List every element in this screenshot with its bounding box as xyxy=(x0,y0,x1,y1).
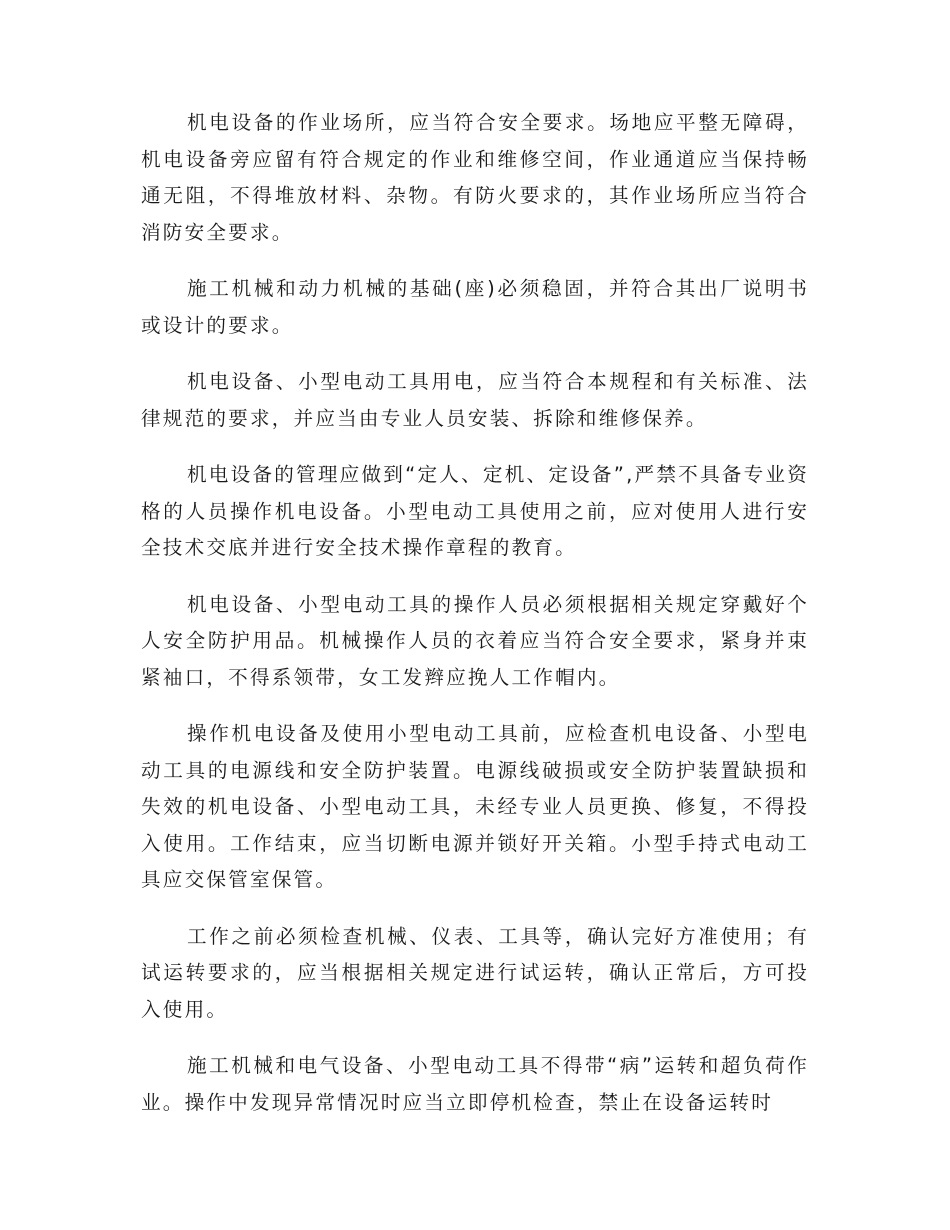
document-body xyxy=(141,105,809,1121)
paragraph-foundation: 施工机械和动力机械的基础(座)必须稳固，并符合其出厂说明书或设计的要求。 xyxy=(141,277,809,337)
paragraph-power-usage: 机电设备、小型电动工具用电，应当符合本规程和有关标准、法律规范的要求，并应当由专业人员安装、拆除和维修保养。 xyxy=(141,370,809,430)
paragraph-management: 机电设备的管理应做到“定人、定机、定设备”,严禁不具备专业资格的人员操作机电设备。小型电动工具使用之前，应对使用人进行安全技术交底并进行安全技术操作章程的教育。 xyxy=(141,463,809,559)
paragraph-no-overload: 施工机械和电气设备、小型电动工具不得带“病”运转和超负荷作业。操作中发现异常情况时应当立即停机检查，禁止在设备运转时 xyxy=(141,1054,809,1114)
paragraph-work-site: 机电设备的作业场所，应当符合安全要求。场地应平整无障碍，机电设备旁应留有符合规定的作业和维修空间，作业通道应当保持畅通无阻，不得堆放材料、杂物。有防火要求的，其作业场所应当符合消防安全要求。 xyxy=(141,111,809,244)
paragraph-trial-run: 工作之前必须检查机械、仪表、工具等，确认完好方准使用；有试运转要求的，应当根据相关规定进行试运转，确认正常后，方可投入使用。 xyxy=(141,924,809,1021)
paragraph-pre-operation-check: 操作机电设备及使用小型电动工具前，应检查机电设备、小型电动工具的电源线和安全防护装置。电源线破损或安全防护装置缺损和失效的机电设备、小型电动工具，未经专业人员更换、修复，不得投入使用。工作结束，应当切断电源并锁好开关箱。小型手持式电动工具应交保管室保管。 xyxy=(141,722,809,891)
paragraph-protective-gear: 机电设备、小型电动工具的操作人员必须根据相关规定穿戴好个人安全防护用品。机械操作人员的衣着应当符合安全要求，紧身并束紧袖口，不得系领带，女工发辫应挽人工作帽内。 xyxy=(141,592,809,689)
